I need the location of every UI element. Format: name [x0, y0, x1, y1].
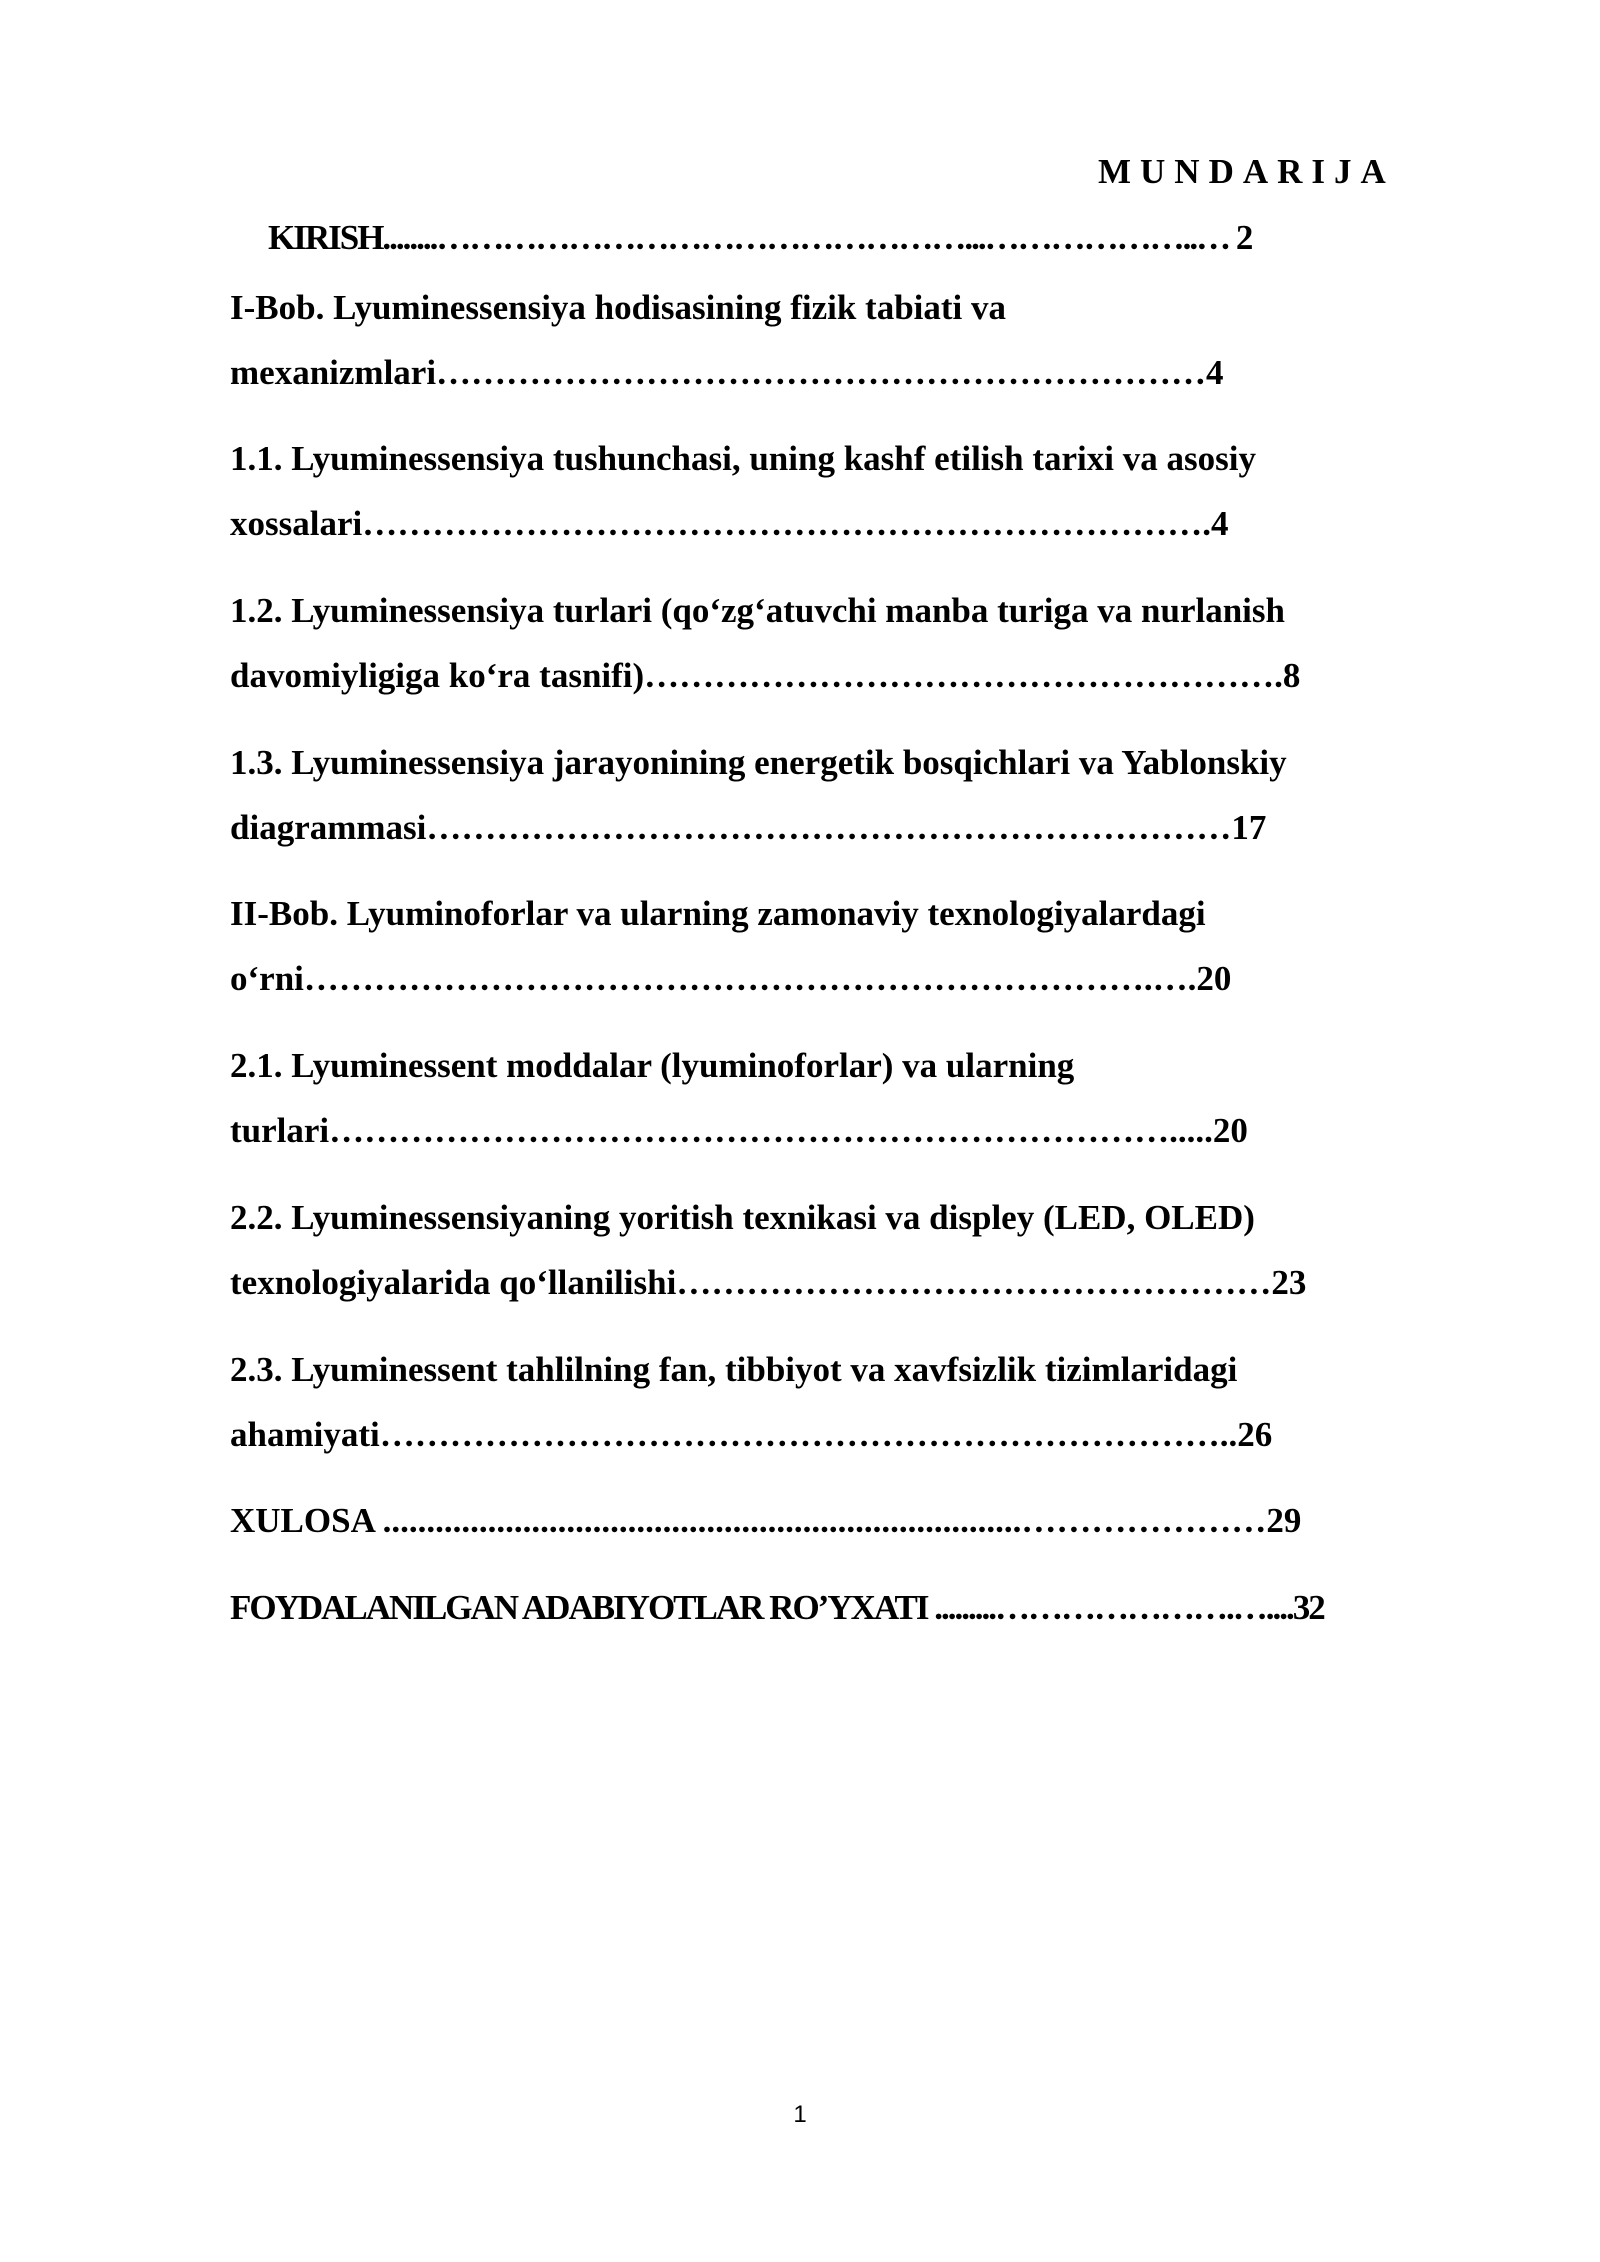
- toc-entry-references: FOYDALANILGAN ADABIYOTLAR RO’YXATI .........………………….…....32: [230, 1588, 1324, 1627]
- toc-entry-2-3-line-1: 2.3. Lyuminessent tahlilning fan, tibbiyot va xavfsizlik tizimlaridagi: [230, 1350, 1238, 1389]
- toc-entry-xulosa: XULOSA .........................................................................…………………29: [230, 1501, 1302, 1540]
- toc-entry-1-1-line-2: xossalari……………………………………………………………….4: [230, 504, 1229, 543]
- toc-entry-chapter-1-line-2: mexanizmlari…………………………………………………………4: [230, 353, 1224, 392]
- toc-entry-chapter-2-line-1: II-Bob. Lyuminoforlar va ularning zamonaviy texnologiyalardagi: [230, 894, 1206, 933]
- toc-entry-1-3-line-1: 1.3. Lyuminessensiya jarayonining energetik bosqichlari va Yablonskiy: [230, 743, 1287, 782]
- toc-entry-1-3-line-2: diagrammasi……………………………………………………………17: [230, 808, 1267, 847]
- page-number: 1: [793, 2101, 807, 2128]
- toc-entry-1-1-line-1: 1.1. Lyuminessensiya tushunchasi, uning kashf etilish tarixi va asosiy: [230, 439, 1256, 478]
- page-title: MUNDARIJA: [1098, 152, 1395, 191]
- toc-entry-2-1-line-2: turlari……………………………………………………………….....20: [230, 1111, 1248, 1150]
- toc-entry-1-2-line-1: 1.2. Lyuminessensiya turlari (qo‘zg‘atuvchi manba turiga va nurlanish: [230, 591, 1285, 630]
- toc-entry-chapter-1-line-1: I-Bob. Lyuminessensiya hodisasining fizik tabiati va: [230, 288, 1007, 327]
- toc-entry-2-2-line-1: 2.2. Lyuminessensiyaning yoritish texnikasi va displey (LED, OLED): [230, 1198, 1255, 1237]
- toc-entry-2-1-line-1: 2.1. Lyuminessent moddalar (lyuminoforlar) va ularning: [230, 1046, 1075, 1085]
- toc-entry-2-3-line-2: ahamiyati………………………………………………………………..26: [230, 1415, 1273, 1454]
- toc-entry-chapter-2-line-2: o‘rni……………………………………………………………….….20: [230, 959, 1232, 998]
- toc-entry-1-2-line-2: davomiyligiga ko‘ra tasnifi)……………………………………………….8: [230, 656, 1301, 695]
- toc-entry-kirish: KIRISH........…………………………………………...………………..… 2: [268, 218, 1252, 257]
- toc-entry-2-2-line-2: texnologiyalarida qo‘llanilishi……………………………………………23: [230, 1263, 1307, 1302]
